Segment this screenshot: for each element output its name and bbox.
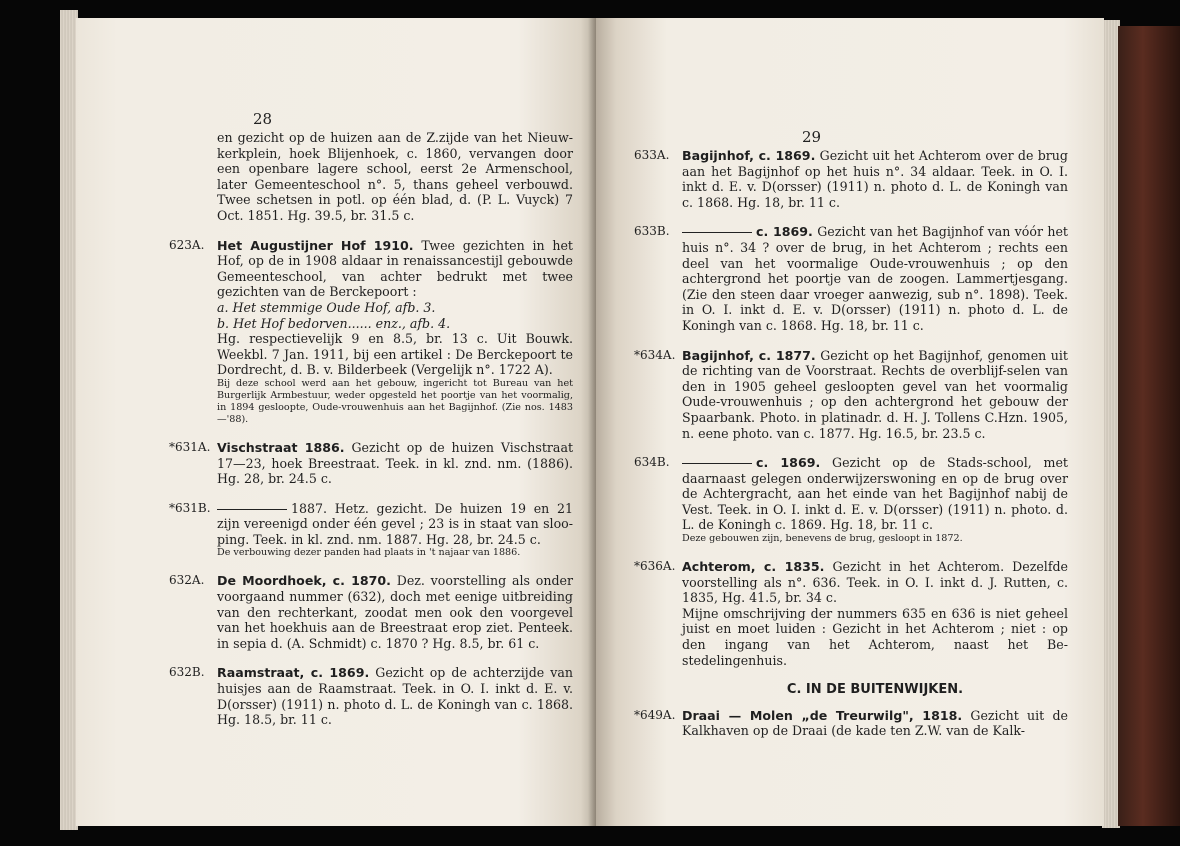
book-cover [1118, 26, 1180, 826]
entry-number: 633B. [634, 224, 670, 239]
entry-number: 634B. [634, 455, 670, 470]
entry-631b: *631B. 1887. Hetz. gezicht. De huizen 19 en 21 zijn vereenigd onder één gevel ; 23 is in staat van sloo-ping. Teek. in kl. znd. nm. 1887. Hg. 28, br. 24.5 c. De verbouwing dezer panden had plaats in 't najaar van 1886. [169, 500, 573, 559]
right-page [596, 18, 1104, 826]
entry-heading: c. 1869. [756, 455, 821, 471]
entry-649a: *649A. Draai — Molen „de Treurwilg", 1818. Gezicht uit de Kalkhaven op de Draai (de kade ten Z.W. van de Kalk- [634, 707, 1068, 739]
intro-text: en gezicht op de huizen aan de Z.zijde van het Nieuw-kerkplein, hoek Blijenhoek, c. 1860, vervangen door een openbare lagere school, eerst 2e Armenschool, later Gemeenteschool n°. 5, thans geheel verbouwd. Twee schetsen in potl. op één blad, d. (P. L. Vuyck) 7 Oct. 1851. Hg. 39.5, br. 31.5 c. [217, 130, 573, 223]
section-heading: C. IN DE BUITENWIJKEN. [786, 682, 964, 698]
entry-heading: Vischstraat 1886. [217, 439, 345, 455]
ditto-dash [217, 509, 287, 510]
ditto-dash [682, 232, 752, 233]
entry-heading: c. 1869. [756, 224, 813, 240]
left-column [169, 130, 574, 742]
entry-634a: *634A. Bagijnhof, c. 1877. Gezicht op het Bagijnhof, genomen uit de richting van de Voorstraat. Rechts de overblijf-selen van den in 1905 geheel gesloopten gevel van het voormalig Oude-vrouwenhuis ; op den achtergrond het gebouw der Spaarbank. Photo. in platinadr. d. H. J. Tollens C.Hzn. 1905, n. eene photo. van c. 1877. Hg. 16.5, br. 23.5 c. [634, 347, 1068, 441]
page-number: 29 [802, 128, 822, 146]
entry-number: 623A. [169, 237, 205, 252]
entry-631a: *631A. Vischstraat 1886. Gezicht op de huizen Vischstraat 17—23, hoek Breestraat. Teek. in kl. znd. nm. (1886). Hg. 28, br. 24.5 c. [169, 439, 574, 487]
right-column [634, 148, 1068, 753]
entry-number: *631A. [169, 439, 211, 454]
footnote: Bij deze school werd aan het gebouw, ingericht tot Bureau van het Burgerlijk Armbestuur, weder opgesteld het poortje van het voormalig, in 1894 gesloopte, Oude-vrouwenhuis aan het Bagijnhof. (Zie nos. 1483—'88). [217, 377, 573, 425]
page-number: 28 [253, 110, 273, 128]
entry-633b: 633B. c. 1869. Gezicht van het Bagijnhof van vóór het huis n°. 34 ? over de brug, in het Achterom ; rechts een deel van het voormalige Oude-vrouwenhuis ; op den achtergrond het poortje van de zoogen. Lammertjesgang. (Zie den steen daar vroeger aanwezig, sub n°. 1898). Teek. in O. I. inkt d. E. v. D(orsser) (1911) n. photo d. L. de Koningh van c. 1868. Hg. 18, br. 11 c. [634, 224, 1068, 333]
entry-623a: 623A. Het Augustijner Hof 1910. Twee gezichten in het Hof, op de in 1908 aldaar in renaissancestijl gebouwde Gemeenteschool, van achter bedrukt met twee gezichten van de Berckepoort : a. Het stemmige Oude Hof, afb. 3. b. Het Hof bedorven...... enz., afb. 4. Hg. respectievelijk 9 en 8.5, br. 13 c. Uit Bouwk. Weekbl. 7 Jan. 1911, bij een artikel : De Berckepoort te Dordrecht, d. B. v. Bilderbeek (Vergelijk n°. 1722 A). Bij deze school werd aan het gebouw, ingericht tot Bureau van het Burgerlijk Armbestuur, weder opgesteld het poortje van het voormalig, in 1894 gesloopte, Oude-vrouwenhuis aan het Bagijnhof. (Zie nos. 1483—'88). [169, 237, 573, 425]
entry-number: *634A. [634, 347, 676, 362]
entry-heading: Bagijnhof, c. 1877. [682, 347, 816, 363]
entry-heading: Raamstraat, c. 1869. [217, 665, 370, 681]
entry-number: 632A. [169, 573, 205, 588]
entry-633a: 633A. Bagijnhof, c. 1869. Gezicht uit het Achterom over de brug aan het Bagijnhof op het huis n°. 34 aldaar. Teek. in O. I. inkt d. E. v. D(orsser) (1911) n. photo d. L. de Koningh van c. 1868. Hg. 18, br. 11 c. [634, 148, 1068, 210]
entry-636a: *636A. Achterom, c. 1835. Gezicht in het Achterom. Dezelfde voorstelling als n°. 636. Teek. in O. I. inkt d. J. Rutten, c. 1835, Hg. 41.5, br. 34 c. Mijne omschrijving der nummers 635 en 636 is niet geheel juist en moet luiden : Gezicht in het Achterom ; niet : op den ingang van het Achterom, naast het Be-stedelingenhuis. [634, 559, 1068, 668]
entry-number: *631B. [169, 500, 211, 515]
entry-632b: 632B. Raamstraat, c. 1869. Gezicht op de achterzijde van huisjes aan de Raamstraat. Teek. in O. I. inkt d. E. v. D(orsser) (1911) n. photo d. L. de Koningh van c. 1868. Hg. 18.5, br. 11 c. [169, 665, 573, 728]
left-page [76, 18, 596, 826]
entry-number: *636A. [634, 559, 676, 574]
entry-number: *649A. [634, 707, 676, 722]
entry-632a: 632A. De Moordhoek, c. 1870. Dez. voorstelling als onder voorgaand nummer (632), doch met eenige uitbreiding van den rechterkant, zoodat men ook den voorgevel van het hoekhuis aan de Breestraat erop ziet. Penteek. in sepia d. (A. Schmidt) c. 1870 ? Hg. 8.5, br. 61 c. [169, 573, 573, 651]
entry-heading: Draai — Molen „de Treurwilg", 1818. [682, 707, 963, 723]
ditto-dash [682, 463, 752, 464]
entry-heading: Achterom, c. 1835. [682, 559, 825, 575]
footnote: De verbouwing dezer panden had plaats in 't najaar van 1886. [217, 547, 521, 559]
footnote: Deze gebouwen zijn, benevens de brug, gesloopt in 1872. [682, 533, 963, 545]
entry-heading: Bagijnhof, c. 1869. [682, 148, 816, 163]
entry-634b: 634B. c. 1869. Gezicht op de Stads-school, met daarnaast gelegen onderwijzerswoning en op de brug over de Achtergracht, aan het einde van het Bagijnhof nabij de Vest. Teek. in O. I. inkt d. E. v. D(orsser) (1911) n. photo. d. L. de Koningh c. 1869. Hg. 18, br. 11 c. Deze gebouwen zijn, benevens de brug, gesloopt in 1872. [634, 455, 1068, 545]
entry-number: 633A. [634, 148, 670, 162]
entry-heading: De Moordhoek, c. 1870. [217, 573, 391, 589]
entry-number: 632B. [169, 665, 205, 680]
entry-heading: Het Augustijner Hof 1910. [217, 237, 414, 253]
